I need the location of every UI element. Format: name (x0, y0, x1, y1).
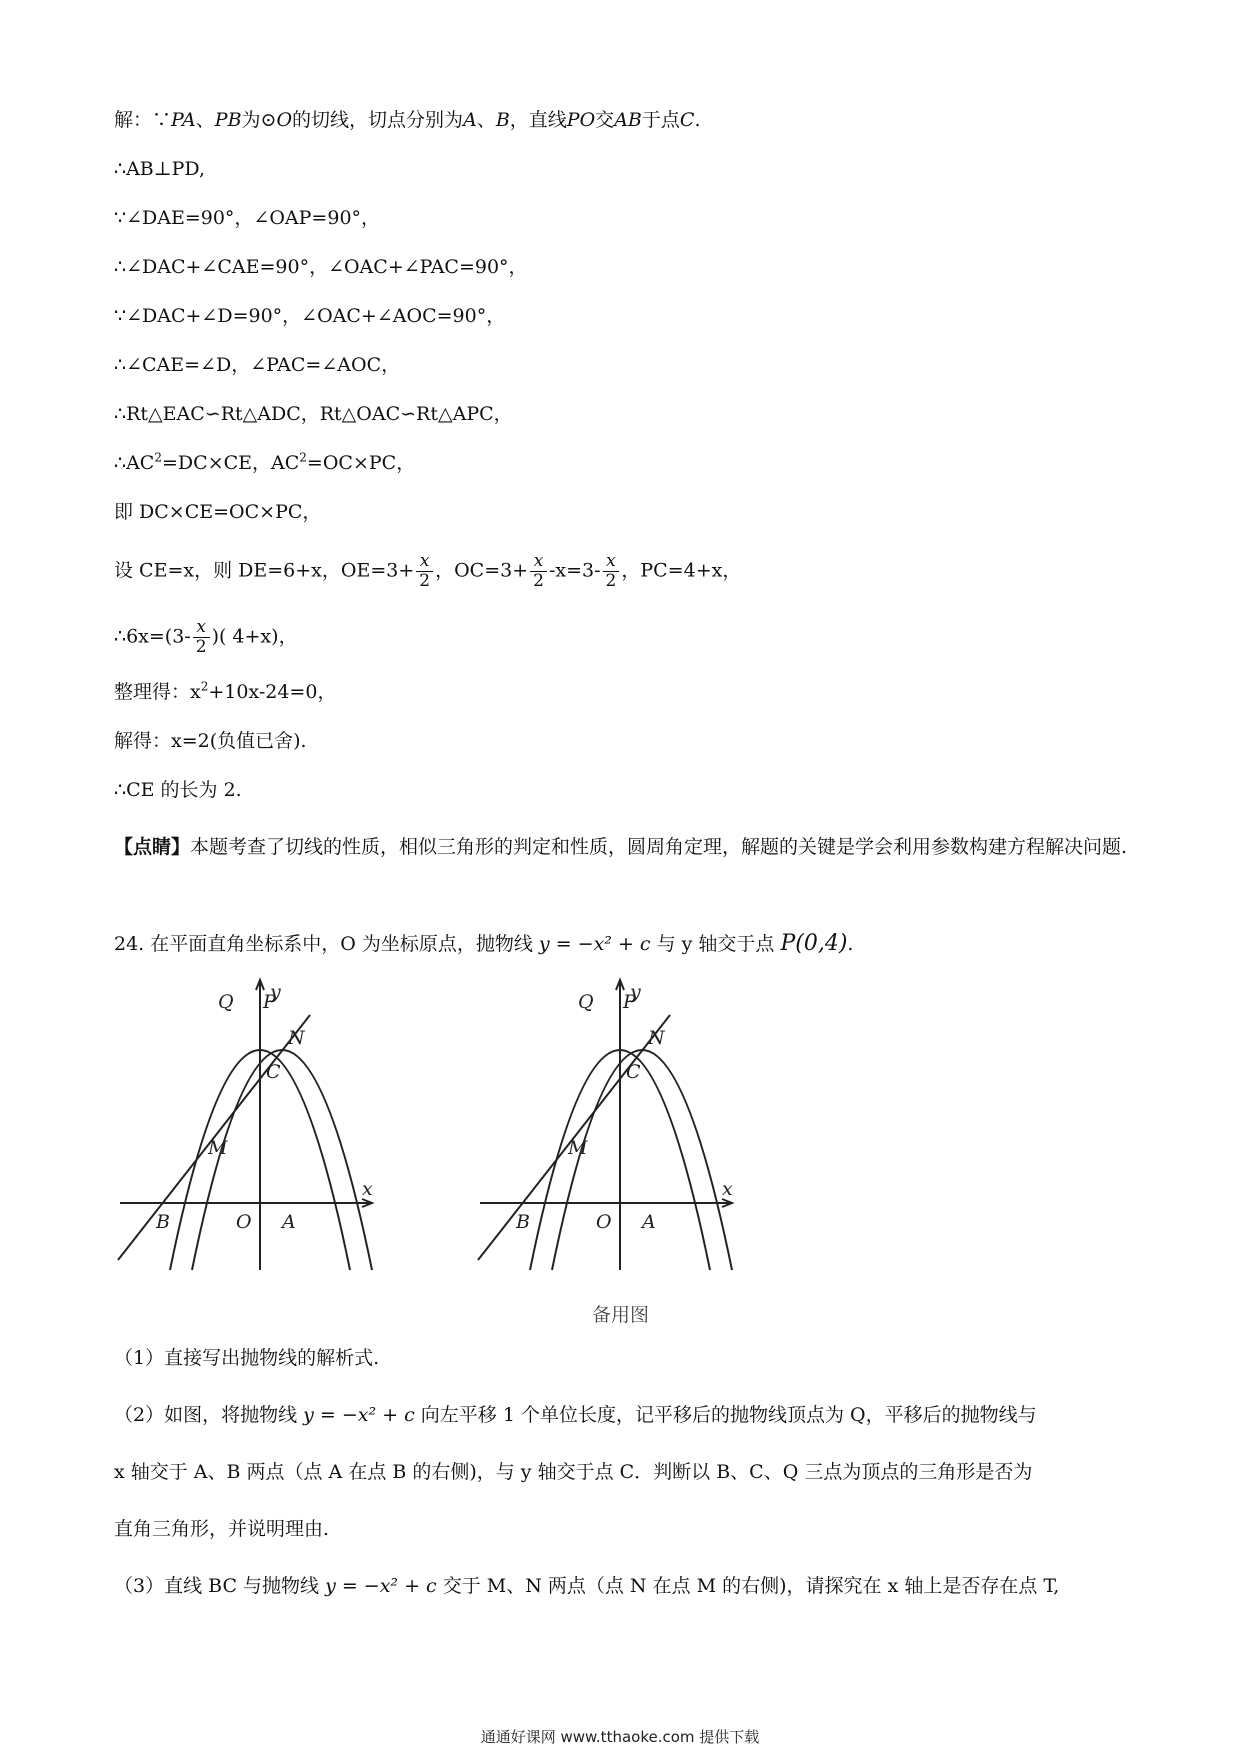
label-N: N (648, 1027, 665, 1049)
label-y: y (270, 981, 281, 1003)
solution-line-10: 设 CE=x，则 DE=6+x，OE=3+ $\frac{x}{2}$ ，OC=3+ $\frac{x}{2}$ -x=3- $\frac{x}{2}$ ，PC=4+x， (114, 551, 742, 591)
label-B: B (516, 1211, 530, 1233)
label-x: x (362, 1178, 373, 1200)
label-M: M (208, 1137, 228, 1159)
question-1: （1）直接写出抛物线的解析式. (114, 1347, 380, 1369)
label-B: B (156, 1211, 170, 1233)
solution-line-6: ∴∠CAE=∠D，∠PAC=∠AOC， (114, 354, 401, 376)
solution-line-12: 整理得：$x^2+10x-24=0$， (114, 679, 337, 703)
solution-line-11: ∴6x=(3- $\frac{x}{2}$ )( 4+x)， (114, 617, 298, 657)
label-y: y (630, 981, 641, 1003)
comment-label: 【点睛】 (114, 836, 191, 858)
parabola-original (192, 1050, 372, 1270)
label-P: P (623, 991, 636, 1013)
figure-caption: 备用图 (592, 1304, 650, 1326)
fraction-x-over-2: $\frac{x}{2}$ (416, 552, 433, 591)
label-Q: Q (218, 991, 234, 1013)
comment-paragraph (114, 822, 1134, 872)
question-2-line-3: 直角三角形，并说明理由. (114, 1518, 330, 1540)
label-O: O (596, 1211, 612, 1233)
parabola-figure-main (110, 970, 410, 1290)
figure-backup (470, 970, 770, 1290)
solution-line-13: 解得：x=2(负值已舍). (114, 730, 307, 752)
parabola-original (552, 1050, 732, 1270)
label-x: x (722, 1178, 733, 1200)
label-M: M (568, 1137, 588, 1159)
fraction-x-over-2: $\frac{x}{2}$ (530, 552, 547, 591)
solution-line-5: ∵∠DAC+∠D=90°，∠OAC+∠AOC=90°， (114, 305, 506, 327)
label-C: C (266, 1061, 281, 1083)
solution-line-8: $\therefore AC^2=DC\times CE$，$AC^2=OC\times PC$， (114, 450, 416, 474)
solution-line-14: ∴CE 的长为 2. (114, 779, 242, 801)
comment-text: 本题考查了切线的性质，相似三角形的判定和性质，圆周角定理，解题的关键是学会利用参数构建方程解决问题. (190, 836, 1128, 858)
label-C: C (626, 1061, 641, 1083)
label-P: P (263, 991, 276, 1013)
solution-line-2: ∴AB⊥PD, (114, 158, 206, 180)
fraction-x-over-2: $\frac{x}{2}$ (603, 552, 620, 591)
solution-line-7: ∴Rt△EAC∽Rt△ADC，Rt△OAC∽Rt△APC， (114, 403, 513, 425)
solution-line-9: 即 DC×CE=OC×PC， (114, 501, 322, 523)
label-N: N (288, 1027, 305, 1049)
solution-line-4: ∴∠DAC+∠CAE=90°，∠OAC+∠PAC=90°， (114, 256, 528, 278)
label-A: A (642, 1211, 656, 1233)
question-2-line-1: （2）如图，将抛物线 y = −x² + c 向左平移 1 个单位长度，记平移后的抛物线顶点为 Q，平移后的抛物线与 (114, 1404, 1037, 1426)
parabola-figure-backup (470, 970, 770, 1290)
solution-line-3: ∵∠DAE=90°，∠OAP=90°， (114, 207, 381, 229)
figure-main (110, 970, 410, 1290)
problem-24-intro: 24. 在平面直角坐标系中，O 为坐标原点，抛物线 y = −x² + c 与 y 轴交于点 P(0,4). (114, 931, 854, 956)
question-3-line-1: （3）直线 BC 与抛物线 y = −x² + c 交于 M、N 两点（点 N 在点 M 的右侧)，请探究在 x 轴上是否存在点 T, (114, 1575, 1060, 1597)
page-footer: 通通好课网 www.tthaoke.com 提供下载 (480, 1728, 760, 1746)
fraction-x-over-2: $\frac{x}{2}$ (193, 618, 210, 657)
question-2-line-2: x 轴交于 A、B 两点（点 A 在点 B 的右侧)，与 y 轴交于点 C．判断以 B、C、Q 三点为顶点的三角形是否为 (114, 1461, 1033, 1483)
label-O: O (236, 1211, 252, 1233)
solution-line-1: 解：∵PA、PB为⊙O的切线，切点分别为A、B，直线PO交AB于点C. (114, 109, 701, 131)
label-Q: Q (578, 991, 594, 1013)
label-A: A (282, 1211, 296, 1233)
